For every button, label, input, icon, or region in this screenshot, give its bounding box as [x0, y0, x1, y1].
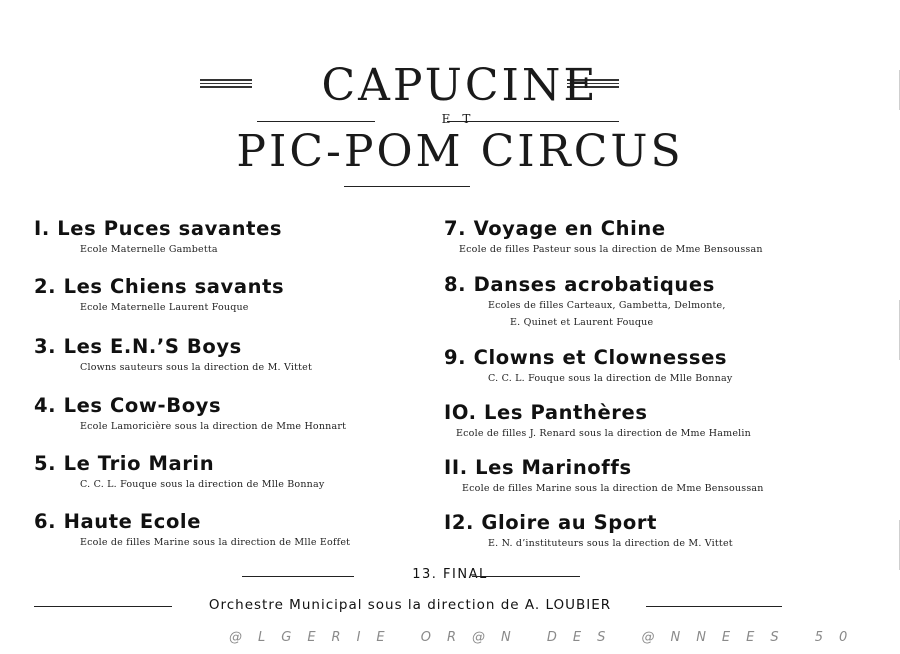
- item-subtitle: Ecole de filles Marine sous la direction de Mlle Eoffet: [80, 537, 351, 548]
- item-subtitle: Ecole Maternelle Laurent Fouque: [80, 302, 249, 313]
- item-subtitle: Ecole Lamoricière sous la direction de Mme Honnart: [80, 421, 347, 432]
- watermark: @LGERIE OR@N DES @NNEES 50: [229, 630, 864, 645]
- program-item: [34, 335, 474, 376]
- program-item: [34, 510, 474, 551]
- program-item: [444, 456, 884, 497]
- item-title: 5. Le Trio Marin: [34, 452, 215, 475]
- item-title: 2. Les Chiens savants: [34, 275, 285, 298]
- program-item: [444, 401, 884, 442]
- item-subtitle: C. C. L. Fouque sous la direction de Mlle Bonnay: [488, 373, 733, 384]
- program-item: [34, 217, 474, 258]
- title-capucine: CAPUCINE: [321, 60, 599, 111]
- program-item: [444, 346, 884, 387]
- item-title: IO. Les Panthères: [444, 401, 648, 424]
- item-subtitle: C. C. L. Fouque sous la direction de Mlle Bonnay: [80, 479, 325, 490]
- item-subtitle: Ecole de filles Marine sous la direction de Mme Bensoussan: [462, 483, 764, 494]
- program-item: [34, 394, 474, 435]
- program-item: [444, 217, 884, 258]
- item-title: 9. Clowns et Clownesses: [444, 346, 728, 369]
- item-subtitle: Ecoles de filles Carteaux, Gambetta, Delmonte,: [488, 300, 726, 311]
- program-item: [444, 511, 884, 552]
- item-title: 8. Danses acrobatiques: [444, 273, 715, 296]
- item-subtitle: Ecole de filles Pasteur sous la direction de Mme Bensoussan: [459, 244, 763, 255]
- item-title: 3. Les E.N.’S Boys: [34, 335, 242, 358]
- title-et: ET: [441, 112, 483, 126]
- orchestra-credit: Orchestre Municipal sous la direction de A. LOUBIER: [208, 597, 612, 613]
- item-subtitle: Ecole Maternelle Gambetta: [80, 244, 218, 255]
- item-title: I2. Gloire au Sport: [444, 511, 657, 534]
- item-title: II. Les Marinoffs: [444, 456, 632, 479]
- final-label: 13. FINAL: [412, 567, 488, 582]
- program-item: [34, 275, 474, 316]
- orchestra-rule-right: [646, 606, 782, 607]
- item-subtitle: E. N. d’instituteurs sous la direction de M. Vittet: [488, 538, 733, 549]
- item-title: 7. Voyage en Chine: [444, 217, 666, 240]
- item-title: I. Les Puces savantes: [34, 217, 283, 240]
- item-subtitle: Clowns sauteurs sous la direction de M. Vittet: [80, 362, 312, 373]
- final-rule-right: [472, 576, 580, 577]
- item-title: 4. Les Cow-Boys: [34, 394, 222, 417]
- title-pic-pom-circus: PIC-POM CIRCUS: [236, 126, 684, 177]
- program-item: [34, 452, 474, 493]
- item-title: 6. Haute Ecole: [34, 510, 202, 533]
- item-subtitle: Ecole de filles J. Renard sous la direction de Mme Hamelin: [456, 428, 751, 439]
- program-item: [444, 273, 884, 331]
- item-subtitle: E. Quinet et Laurent Fouque: [510, 317, 654, 328]
- title-underline: [344, 186, 470, 187]
